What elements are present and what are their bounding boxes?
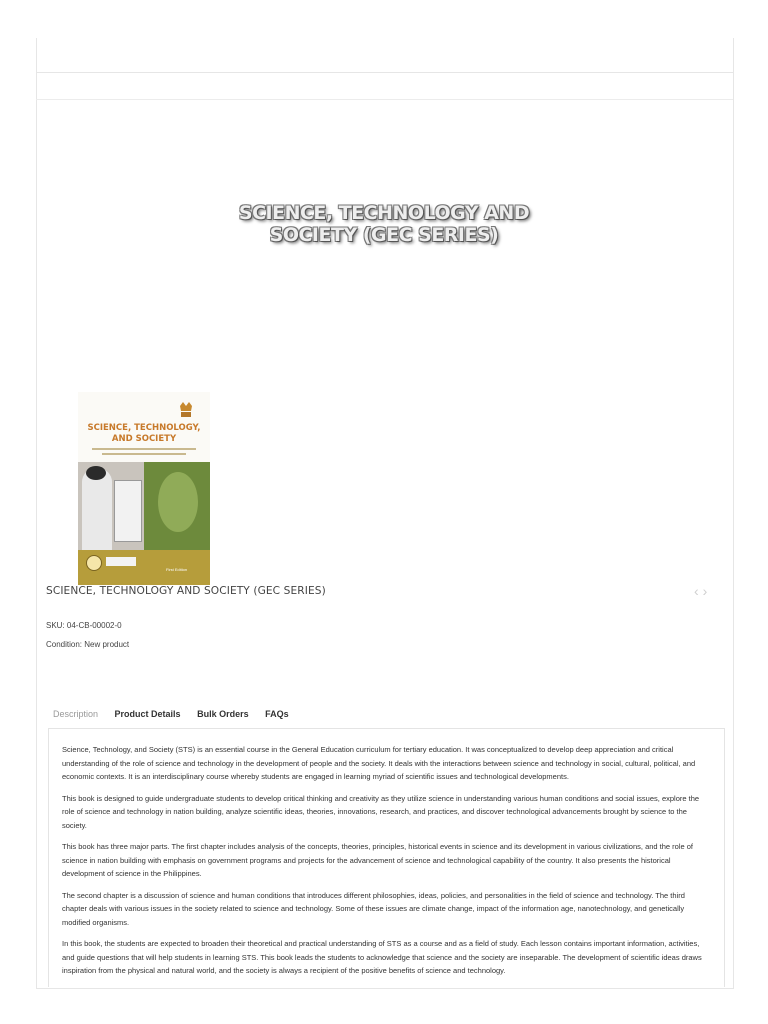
product-condition: Condition: New product bbox=[46, 640, 130, 649]
description-paragraph: This book has three major parts. The first chapter includes analysis of the concepts, theories, principles, historical events in science and its development in various civilizations, and the role of science in nation building with emphasis on government programs and projects for the advancement of science and technological capability of the country. It also presents the historical development of science in the Philippines. bbox=[62, 842, 694, 878]
top-bar bbox=[36, 38, 733, 73]
description-paragraph: This book is designed to guide undergraduate students to develop critical thinking and creativity as they utilize science in understanding various human conditions and social issues, explore the role of science and technology in nation building, analyze scientific ideas, theories, innovations, research, and practices, and discover technological advancements brought by science to the society. bbox=[62, 793, 700, 830]
product-cover-image[interactable] bbox=[78, 392, 210, 585]
cover-title-line-1: SCIENCE, TECHNOLOGY, bbox=[87, 423, 201, 433]
tab-description[interactable]: Description bbox=[53, 709, 99, 719]
product-sku: SKU: 04-CB-00002-0 bbox=[46, 621, 122, 630]
description-paragraph: The second chapter is a discussion of science and human conditions that introduces different philosophies, ideas, policies, and personalities in the field of science and technology. The third chapter deals with various issues in the society related to science and technology. Some of these issues are climate change, impact of the information age, nanotechnology, and genetically modified organisms. bbox=[62, 890, 685, 927]
crown-emblem-icon bbox=[179, 400, 193, 418]
tab-faqs[interactable]: FAQs bbox=[265, 709, 289, 719]
product-title: SCIENCE, TECHNOLOGY AND SOCIETY (GEC SERIES) bbox=[46, 585, 326, 597]
chevron-right-icon[interactable]: › bbox=[702, 583, 708, 599]
cover-edition: First Edition bbox=[166, 567, 188, 572]
product-tabs bbox=[53, 709, 303, 719]
publisher-logo-icon bbox=[86, 555, 102, 571]
description-paragraph: Science, Technology, and Society (STS) is an essential course in the General Education curriculum for tertiary education. It was conceptualized to develop deep appreciation and critical understanding of the role of science and technology in the development of people and the society. It deals with the interactions between science and technology in social, cultural, political, and economic contexts. It is an interdisciplinary course whereby students are engaged in learning myriad of scientific issues and technological developments. bbox=[62, 745, 696, 781]
cover-photo bbox=[78, 462, 210, 550]
hero-title-line-1: SCIENCE, TECHNOLOGY AND bbox=[238, 202, 530, 224]
tab-bulk-orders[interactable]: Bulk Orders bbox=[197, 709, 249, 719]
ched-logo-icon bbox=[106, 557, 136, 566]
cover-title bbox=[78, 423, 210, 445]
cover-authors bbox=[92, 448, 196, 458]
tab-product-details[interactable]: Product Details bbox=[114, 709, 181, 719]
cover-title-line-2: AND SOCIETY bbox=[111, 434, 177, 444]
description-panel bbox=[48, 728, 725, 987]
chevron-left-icon[interactable]: ‹ bbox=[694, 583, 699, 599]
hero-title-line-2: SOCIETY (GEC SERIES) bbox=[269, 224, 499, 246]
product-nav bbox=[694, 583, 711, 599]
cover-footer-band bbox=[78, 550, 210, 585]
description-paragraph: In this book, the students are expected to broaden their theoretical and practical understanding of STS as a course and as a field of study. Each lesson contains important information, activities, and guide questions that will help students in learning STS. This book leads the students to acknowledge that science and the society are inseparable. The development of scientific ideas draws inspiration from the physical and natural world, and the society is always a recipient of the positive benefits of science and technology. bbox=[62, 939, 702, 975]
sub-bar bbox=[36, 73, 733, 100]
hero-title bbox=[0, 202, 768, 246]
